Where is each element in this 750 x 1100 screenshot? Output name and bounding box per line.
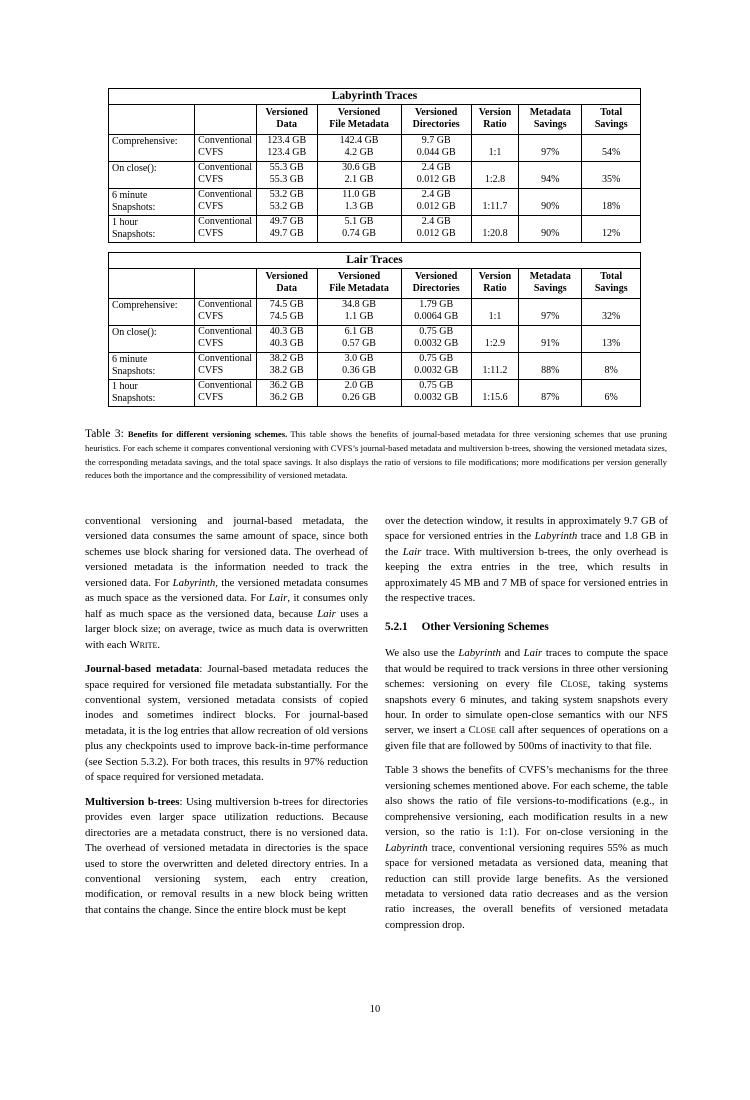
row-label: Comprehensive:	[109, 134, 195, 161]
value-cell: 1.3 GB	[317, 201, 401, 215]
value-cell: 0.012 GB	[401, 174, 471, 188]
smallcaps-text: Close	[468, 724, 496, 737]
value-cell: 123.4 GB	[256, 147, 317, 161]
section-title: Other Versioning Schemes	[421, 620, 549, 633]
value-cell: 5.1 GB	[317, 215, 401, 228]
text-segment: uses a larger block size; on average, twice as much data is overwritten with each	[85, 607, 369, 651]
system-cell: Conventional	[195, 188, 257, 201]
smallcaps-text: Write	[129, 638, 158, 651]
total-savings-cell: 6%	[582, 379, 641, 406]
system-cell: CVFS	[195, 392, 257, 406]
body-paragraph	[385, 763, 668, 933]
system-cell: Conventional	[195, 325, 257, 338]
value-cell: 0.26 GB	[317, 392, 401, 406]
italic-text: Lair	[268, 592, 288, 605]
total-savings-cell: 12%	[582, 215, 641, 242]
metadata-savings-cell: 97%	[519, 134, 582, 161]
italic-text: Lair	[317, 607, 336, 620]
system-cell: Conventional	[195, 215, 257, 228]
text-segment: We also use the	[385, 647, 459, 660]
version-ratio-cell: 1:15.6	[471, 379, 518, 406]
table-title: Lair Traces	[109, 253, 641, 269]
text-column-left	[85, 514, 368, 942]
column-header: Total Savings	[582, 104, 641, 134]
value-cell: 55.3 GB	[256, 161, 317, 174]
value-cell: 38.2 GB	[256, 352, 317, 365]
system-cell: Conventional	[195, 379, 257, 392]
total-savings-cell: 8%	[582, 352, 641, 379]
page-number: 10	[369, 1004, 381, 1015]
italic-text: Lair	[523, 647, 543, 660]
system-cell: CVFS	[195, 311, 257, 325]
version-ratio-cell: 1:2.8	[471, 161, 518, 188]
value-cell: 0.012 GB	[401, 228, 471, 242]
value-cell: 34.8 GB	[317, 298, 401, 311]
text-segment: : Using multiversion b-trees for directories provides even larger space utilization reductions. Because directories are a metadata construct, there is no versioned data. The overhead of versioned metadata in directories is the space used to store the overwritten and deleted directory entries. In a conventional versioning system, each entry creation, modification, or removal results in a new block being written that contains the change. Since the entire block must be kept	[85, 795, 369, 916]
table-caption-body: This table shows the benefits of journal-based metadata for three versioning schemes that use pruning heuristics. For each scheme it compares conventional versioning with CVFS’s journal-based metadata and multiversion b-trees, showing the versioned metadata sizes, the corresponding metadata savings, and the total space savings. It also displays the ratio of versions to file modifications; more modifications per version generally reduces both the importance and the compressibility of versioned metadata.	[85, 429, 667, 481]
body-paragraph	[385, 514, 668, 607]
row-label: Comprehensive:	[109, 298, 195, 325]
value-cell: 0.0064 GB	[401, 311, 471, 325]
value-cell: 0.0032 GB	[401, 338, 471, 352]
value-cell: 2.4 GB	[401, 161, 471, 174]
text-segment: Table 3 shows the benefits of CVFS’s mechanisms for the three versioning schemes mentioned above. For each scheme, the table also shows the ratio of file versions-to-modifications (e.g., in comprehensive versioning, each modification results in a new version, so the ratio is 1:1). For on-close versioning in the	[385, 764, 668, 839]
value-cell: 123.4 GB	[256, 134, 317, 147]
body-paragraph	[85, 662, 368, 786]
value-cell: 0.75 GB	[401, 379, 471, 392]
value-cell: 2.4 GB	[401, 188, 471, 201]
value-cell: 36.2 GB	[256, 392, 317, 406]
total-savings-cell: 35%	[582, 161, 641, 188]
value-cell: 3.0 GB	[317, 352, 401, 365]
total-savings-cell: 54%	[582, 134, 641, 161]
value-cell: 9.7 GB	[401, 134, 471, 147]
value-cell: 2.1 GB	[317, 174, 401, 188]
row-label: 1 hour Snapshots:	[109, 379, 195, 406]
column-header: Metadata Savings	[519, 104, 582, 134]
value-cell: 38.2 GB	[256, 365, 317, 379]
empty-header-cell	[195, 104, 257, 134]
column-header: Versioned Data	[256, 268, 317, 298]
version-ratio-cell: 1:1	[471, 298, 518, 325]
empty-header-cell	[109, 104, 195, 134]
value-cell: 74.5 GB	[256, 311, 317, 325]
italic-text: Labyrinth	[458, 647, 501, 660]
text-segment: , taking systems snapshots every 6 minutes, and taking system snapshots every hour. In order to simulate open-close semantics with our NFS server, we insert a	[385, 678, 668, 737]
text-segment: , the versioned metadata consumes as much space as the versioned data. For	[85, 576, 368, 605]
total-savings-cell: 32%	[582, 298, 641, 325]
italic-text: Labyrinth	[534, 530, 578, 543]
column-header: Versioned Data	[256, 104, 317, 134]
metadata-savings-cell: 90%	[519, 215, 582, 242]
text-segment: over the detection window, it results in approximately 9.7 GB of space for versioned entries in the	[385, 515, 668, 543]
table-row	[109, 215, 641, 228]
value-cell: 4.2 GB	[317, 147, 401, 161]
text-segment: : Journal-based metadata reduces the space required for versioned file metadata substantially. For the conventional system, versioned metadata consists of copied inodes and sometimes indirect blocks. For journal-based metadata, it is the log entries that allow recreation of old versions plus any checkpoints used to improve back-in-time performance (see Section 5.3.2). For both traces, this results in 97% reduction of space required for versioned metadata.	[85, 663, 369, 784]
text-segment: trace and 1.8 GB in the	[385, 530, 668, 558]
version-ratio-cell: 1:11.2	[471, 352, 518, 379]
body-paragraph	[85, 514, 368, 653]
system-cell: CVFS	[195, 147, 257, 161]
column-header: Versioned Directories	[401, 104, 471, 134]
lair-traces-table-container	[108, 252, 641, 407]
italic-text: Labyrinth	[172, 576, 216, 589]
bold-lead-text: Multiversion b-trees	[85, 795, 180, 808]
value-cell: 0.75 GB	[401, 352, 471, 365]
metadata-savings-cell: 94%	[519, 161, 582, 188]
text-segment: .	[157, 638, 161, 651]
value-cell: 40.3 GB	[256, 338, 317, 352]
value-cell: 49.7 GB	[256, 228, 317, 242]
value-cell: 0.57 GB	[317, 338, 401, 352]
table-caption	[85, 428, 667, 483]
column-header: Versioned File Metadata	[317, 104, 401, 134]
bold-lead-text: Journal-based metadata	[85, 663, 200, 676]
system-cell: CVFS	[195, 365, 257, 379]
value-cell: 0.36 GB	[317, 365, 401, 379]
text-segment: traces to compute the space that would be required to track versions in three other versioning schemes: versioning on every file	[385, 647, 668, 691]
version-ratio-cell: 1:20.8	[471, 215, 518, 242]
value-cell: 49.7 GB	[256, 215, 317, 228]
metadata-savings-cell: 97%	[519, 298, 582, 325]
system-cell: CVFS	[195, 338, 257, 352]
value-cell: 2.4 GB	[401, 215, 471, 228]
labyrinth-traces-table	[108, 88, 641, 243]
row-label: 6 minute Snapshots:	[109, 188, 195, 215]
table-row	[109, 379, 641, 392]
text-segment: trace. With multiversion b-trees, the only overhead is keeping the extra entries in the tree, which results in approximately 45 MB and 7 MB of space for versioned entries in the respective traces.	[385, 545, 668, 605]
version-ratio-cell: 1:11.7	[471, 188, 518, 215]
metadata-savings-cell: 88%	[519, 352, 582, 379]
text-segment: conventional versioning and journal-based metadata, the versioned data consumes the same amount of space, since both schemes use block sharing for versioned data. The overhead of versioned metadata is the information needed to track the versioned data. For	[85, 515, 368, 589]
value-cell: 1.79 GB	[401, 298, 471, 311]
version-ratio-cell: 1:1	[471, 134, 518, 161]
body-paragraph	[85, 795, 368, 919]
column-header: Version Ratio	[471, 104, 518, 134]
value-cell: 6.1 GB	[317, 325, 401, 338]
table-row	[109, 325, 641, 338]
system-cell: Conventional	[195, 298, 257, 311]
total-savings-cell: 13%	[582, 325, 641, 352]
column-header: Metadata Savings	[519, 268, 582, 298]
value-cell: 53.2 GB	[256, 201, 317, 215]
table-caption-bold-lead: Benefits for different versioning schemes.	[127, 429, 288, 439]
system-cell: CVFS	[195, 201, 257, 215]
text-segment: , it consumes only half as much space as the versioned data, because	[85, 592, 368, 620]
table-title: Labyrinth Traces	[109, 89, 641, 105]
lair-traces-table	[108, 252, 641, 407]
row-label: On close():	[109, 325, 195, 352]
system-cell: Conventional	[195, 352, 257, 365]
value-cell: 40.3 GB	[256, 325, 317, 338]
column-header: Versioned Directories	[401, 268, 471, 298]
smallcaps-text: Close	[560, 678, 588, 691]
row-label: 6 minute Snapshots:	[109, 352, 195, 379]
value-cell: 74.5 GB	[256, 298, 317, 311]
text-segment: and	[500, 647, 524, 660]
body-paragraph	[385, 646, 668, 754]
value-cell: 142.4 GB	[317, 134, 401, 147]
value-cell: 36.2 GB	[256, 379, 317, 392]
section-number: 5.2.1	[385, 620, 408, 633]
column-header: Versioned File Metadata	[317, 268, 401, 298]
table-row	[109, 188, 641, 201]
section-heading	[385, 620, 668, 635]
value-cell: 0.0032 GB	[401, 365, 471, 379]
value-cell: 0.044 GB	[401, 147, 471, 161]
column-header: Version Ratio	[471, 268, 518, 298]
value-cell: 0.74 GB	[317, 228, 401, 242]
value-cell: 53.2 GB	[256, 188, 317, 201]
table-row	[109, 298, 641, 311]
value-cell: 0.75 GB	[401, 325, 471, 338]
value-cell: 11.0 GB	[317, 188, 401, 201]
system-cell: CVFS	[195, 228, 257, 242]
total-savings-cell: 18%	[582, 188, 641, 215]
table-row	[109, 161, 641, 174]
value-cell: 30.6 GB	[317, 161, 401, 174]
table-row	[109, 352, 641, 365]
column-header: Total Savings	[582, 268, 641, 298]
empty-header-cell	[195, 268, 257, 298]
system-cell: Conventional	[195, 134, 257, 147]
value-cell: 55.3 GB	[256, 174, 317, 188]
value-cell: 1.1 GB	[317, 311, 401, 325]
body-text-columns	[85, 514, 668, 942]
value-cell: 0.0032 GB	[401, 392, 471, 406]
metadata-savings-cell: 90%	[519, 188, 582, 215]
metadata-savings-cell: 91%	[519, 325, 582, 352]
metadata-savings-cell: 87%	[519, 379, 582, 406]
italic-text: Labyrinth	[385, 841, 428, 854]
empty-header-cell	[109, 268, 195, 298]
text-segment: trace, conventional versioning requires 55% as much space for versioned metadata as versioned data, meaning that reduction can still provide large benefits. As the versioned metadata to versioned data ratio decreases and as the version ratio increases, the overall benefits of versioned metadata compression drop.	[385, 841, 668, 931]
text-segment: call after sequences of operations on a given file that are followed by 500ms of inactivity to that file.	[385, 724, 668, 752]
value-cell: 2.0 GB	[317, 379, 401, 392]
value-cell: 0.012 GB	[401, 201, 471, 215]
text-column-right	[385, 514, 668, 942]
row-label: 1 hour Snapshots:	[109, 215, 195, 242]
system-cell: CVFS	[195, 174, 257, 188]
italic-text: Lair	[402, 545, 422, 558]
version-ratio-cell: 1:2.9	[471, 325, 518, 352]
labyrinth-traces-table-container	[108, 88, 641, 243]
row-label: On close():	[109, 161, 195, 188]
system-cell: Conventional	[195, 161, 257, 174]
table-caption-label: Table 3:	[85, 428, 124, 440]
table-row	[109, 134, 641, 147]
